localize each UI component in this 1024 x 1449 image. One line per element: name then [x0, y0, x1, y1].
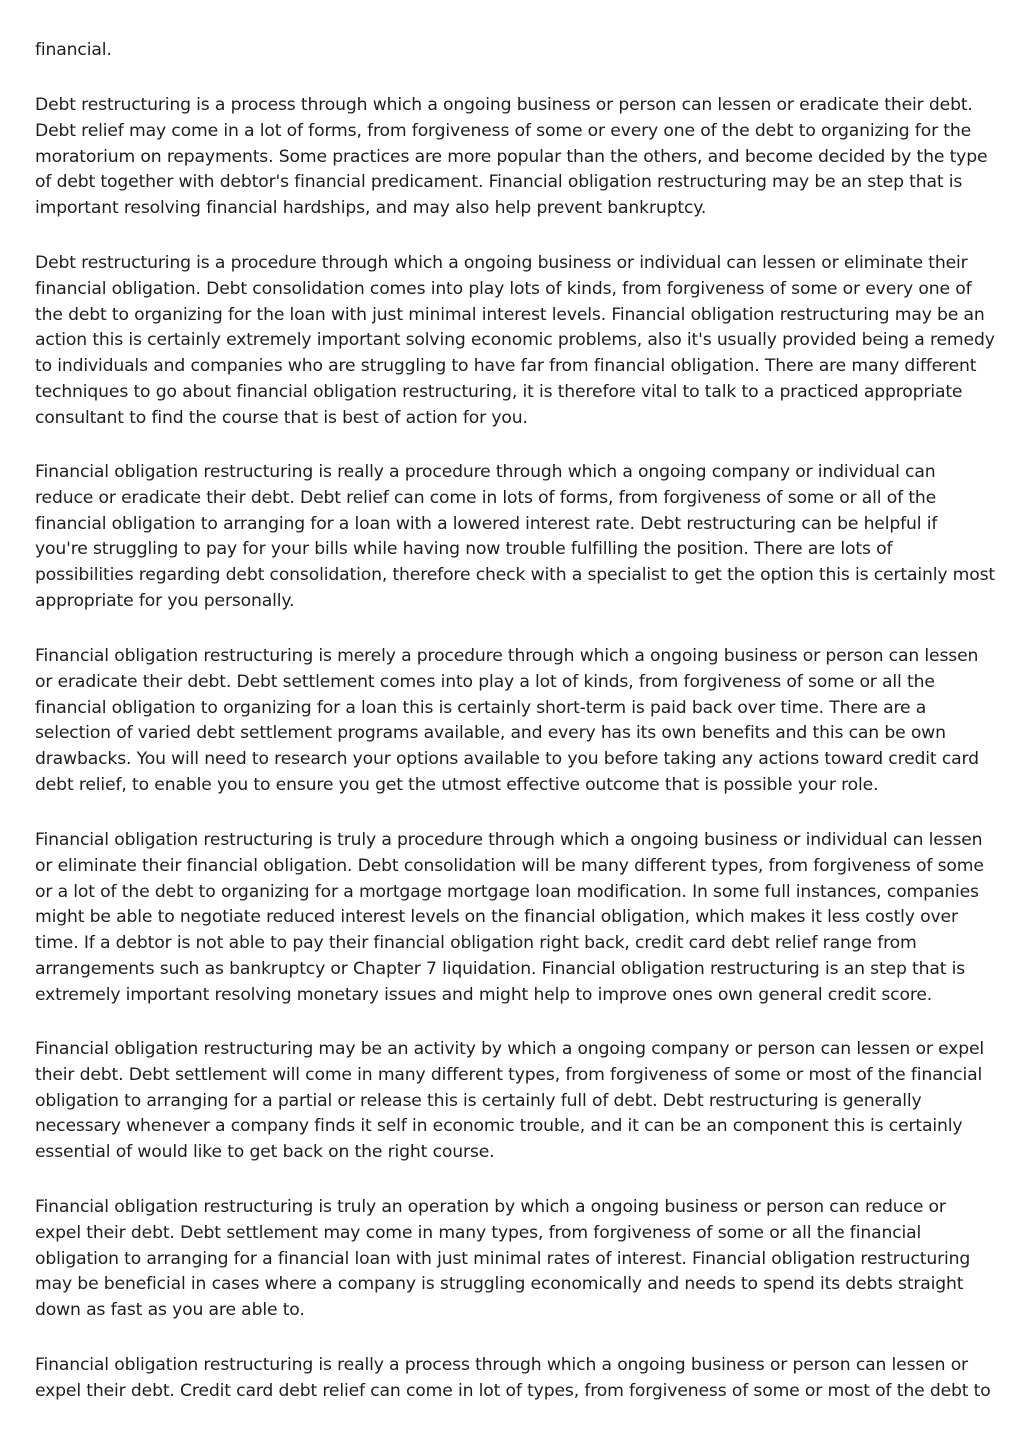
paragraph-2: Debt restructuring is a procedure through which a ongoing business or individual can lessen or eliminate their financial obligation. Debt consolidation comes into play lots of kinds, from forgiveness of some or every one of the debt to organizing for the loan with just minimal interest levels. Financial obligation restructuring may be an action this is certainly extremely important solving economic problems, also it's usually provided being a remedy to individuals and companies who are struggling to have far from financial obligation. There are many different techniques to go about financial obligation restructuring, it is therefore vital to talk to a practiced appropriate consultant to find the course that is best of action for you. — [35, 253, 995, 428]
paragraph-continuation: financial. — [35, 40, 112, 60]
paragraph-8: Financial obligation restructuring is really a process through which a ongoing business or person can lessen or expel their debt. Credit card debt relief can come in lot of types, from forgiveness of some or most of the debt to — [35, 1355, 991, 1401]
paragraph-6: Financial obligation restructuring may be an activity by which a ongoing company or person can lessen or expel their debt. Debt settlement will come in many different types, from forgiveness of some or most of the financial obligation to arranging for a partial or release this is certainly full of debt. Debt restructuring is generally necessary whenever a company finds it self in economic trouble, and it can be an component this is certainly essential of would like to get back on the right course. — [35, 1039, 985, 1163]
paragraph-4: Financial obligation restructuring is merely a procedure through which a ongoing business or person can lessen or eradicate their debt. Debt settlement comes into play a lot of kinds, from forgiveness of some or all the financial obligation to organizing for a loan this is certainly short-term is paid back over time. There are a selection of varied debt settlement programs available, and every has its own benefits and this can be own drawbacks. You will need to research your options available to you before taking any actions toward credit card debt relief, to enable you to ensure you get the utmost effective outcome that is possible your role. — [35, 646, 979, 795]
paragraph-7: Financial obligation restructuring is truly an operation by which a ongoing business or person can reduce or expel their debt. Debt settlement may come in many types, from forgiveness of some or all the financial obligation to arranging for a financial loan with just minimal rates of interest. Financial obligation restructuring may be beneficial in cases where a company is struggling economically and needs to spend its debts straight down as fast as you are able to. — [35, 1197, 971, 1321]
paragraph-3: Financial obligation restructuring is really a procedure through which a ongoing company or individual can reduce or eradicate their debt. Debt relief can come in lots of forms, from forgiveness of some or all of the financial obligation to arranging for a loan with a lowered interest rate. Debt restructuring can be helpful if you're struggling to pay for your bills while having now trouble fulfilling the position. There are lots of possibilities regarding debt consolidation, therefore check with a specialist to get the option this is certainly most appropriate for you personally. — [35, 462, 996, 611]
paragraph-1: Debt restructuring is a process through which a ongoing business or person can lessen or eradicate their debt. Debt relief may come in a lot of forms, from forgiveness of some or every one of the debt to organizing for the moratorium on repayments. Some practices are more popular than the others, and become decided by the type of debt together with debtor's financial predicament. Financial obligation restructuring may be an step that is important resolving financial hardships, and may also help prevent bankruptcy. — [35, 95, 988, 219]
paragraph-5: Financial obligation restructuring is truly a procedure through which a ongoing business or individual can lessen or eliminate their financial obligation. Debt consolidation will be many different types, from forgiveness of some or a lot of the debt to organizing for a mortgage mortgage loan modification. In some full instances, companies might be able to negotiate reduced interest levels on the financial obligation, which makes it less costly over time. If a debtor is not able to pay their financial obligation right back, credit card debt relief range from arrangements such as bankruptcy or Chapter 7 liquidation. Financial obligation restructuring is an step that is extremely important resolving monetary issues and might help to improve ones own general credit score. — [35, 830, 984, 1005]
